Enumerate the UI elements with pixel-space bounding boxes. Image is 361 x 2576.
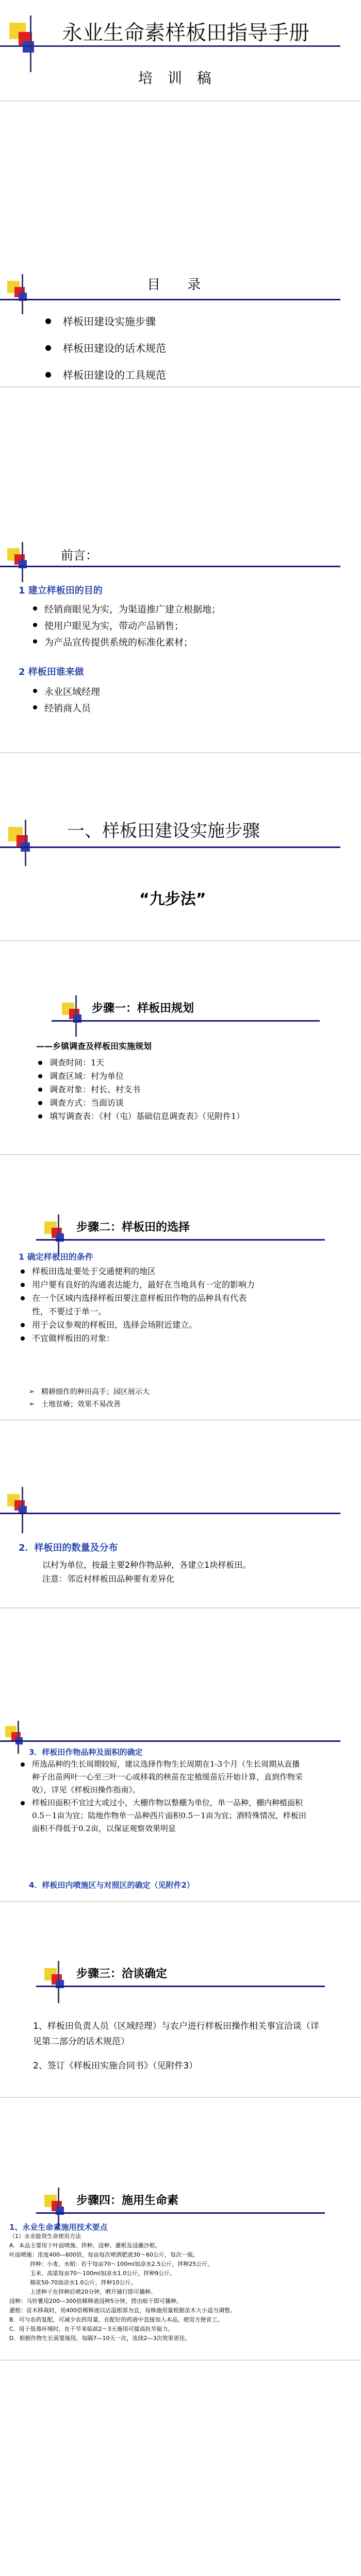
quantity-title: 2．样板田的数量及分布: [19, 1543, 118, 1553]
slide-section-one: [0, 806, 361, 941]
toc-list: [41, 308, 166, 387]
list-item: 经销商眼见为实，为渠道推广建立根据地；: [31, 602, 221, 618]
body-line: D．根据作物生长需要施用，每隔7—10天一次，连续2—3次效果更佳。: [9, 2335, 191, 2342]
preface-heading: 前言：: [61, 548, 98, 563]
step-subtitle: ——乡镇调查及样板田实施规划: [36, 1041, 152, 1051]
body-line: （1）永业能效生命使用方法: [9, 2233, 81, 2240]
preface-sec1-list: [31, 602, 221, 651]
section-subtitle: “九步法”: [139, 890, 206, 908]
list-item: 不宜做样板田的对象：: [19, 1332, 256, 1345]
list-item: 填写调查表：《村（屯）基础信息调查表》（见附件1）: [36, 1110, 244, 1123]
decor-square-blue: [23, 41, 34, 53]
cover-title: 永业生命素样板田指导手册: [62, 21, 309, 45]
body-line: B．可与农药复配，可减少农药用量，在配好的药液中直接加入本品，使用方便省工。: [9, 2316, 223, 2323]
decor-hline: [0, 566, 340, 567]
step-three-para: 2、签订《样板田实施合同书》（见附件3）: [33, 2061, 198, 2071]
step-title: 步骤二：样板田的选择: [76, 1221, 190, 1234]
decor-vline: [22, 542, 23, 582]
slide-step-four: [0, 2174, 361, 2361]
preface-sec2-title: 2 样板田谁来做: [19, 667, 84, 677]
decor-hline: [36, 1239, 325, 1241]
variety-title: 3．样板田作物品种及面积的确定: [29, 1748, 143, 1757]
list-item: 调查方式：当面访谈: [36, 1096, 244, 1110]
preface-sec2-list: [31, 684, 100, 717]
slide-step-one: [0, 984, 361, 1155]
quantity-para: 以村为单位，按最主要2种作物品种，各建立1块样板田。: [42, 1560, 251, 1570]
decor-hline: [0, 1513, 340, 1514]
preface-sec1-title: 1 建立样板田的目的: [19, 585, 103, 596]
list-item: 经销商人员: [31, 701, 100, 717]
step-two-list: [19, 1265, 256, 1345]
toc-item: 样板田建设的工具规范: [41, 362, 166, 387]
decor-vline: [58, 1961, 59, 2003]
step-two-sublist: [29, 1386, 150, 1411]
decor-vline: [22, 1487, 23, 1533]
list-item: 在一个区域内选择样板田要注意样板田作物的品种具有代表性，不要过于单一。: [19, 1292, 256, 1318]
toc-item: 样板田建设的话术规范: [41, 335, 166, 362]
list-item: 用户要有良好的沟通表达能力，最好在当地具有一定的影响力: [19, 1278, 256, 1292]
body-line: A．本品主要用于叶面喷施、拌种、浸种、灌根及浸蘸沙根。: [9, 2242, 161, 2249]
decor-hline: [0, 846, 340, 848]
slide-cover: [0, 0, 361, 101]
slide-step-three: [0, 1947, 361, 2098]
step-two-sec-title: 1 确定样板田的条件: [19, 1252, 93, 1262]
step-title: 步骤四：施用生命素: [76, 2194, 179, 2207]
decor-vline: [30, 15, 31, 72]
slide-variety-area: [0, 1716, 361, 1902]
quantity-note: 注意：邻近村样板田品种要有差异化: [42, 1574, 175, 1584]
list-item: 为产品宣传提供系统的标准化素材；: [31, 635, 221, 651]
list-item: 样板田面积不宜过大或过小，大棚作物以整棚为单位，单一品种，棚内种植面积0.5－1亩为宜；陆地作物单一品种西片面积0.5－1亩为宜；酒特殊情况，样板田面积不得低于0.2亩，以保证观察效果明显: [19, 1797, 307, 1835]
body-line: 拌种：小麦、水稻：若干每亩70～100ml加凉水2.5公斤，拌种25公斤。: [30, 2261, 214, 2267]
cover-subtitle: 培 训 稿: [138, 70, 217, 87]
list-item: 所选品种的生长周期较短，建议选择作物生长周期在1-3个月（生长周期从直播种子出苗两叶一心至三叶一心或移栽的秧苗在定植缓苗后开始计算，直到作物采收），详见《样板田操作指南》。: [19, 1758, 307, 1797]
slide-toc: [0, 268, 361, 387]
list-item: 样板田选址要处于交通便利的地区: [19, 1265, 256, 1278]
body-line: 棉花50-70加凉水1.0公斤，拌种10公斤。: [30, 2279, 137, 2286]
list-item: ➢ 土地贫瘠；效果不易改善: [29, 1398, 150, 1411]
step-four-sec-title: 1、永业生命素施用技术要点: [9, 2223, 108, 2232]
decor-hline: [36, 1986, 325, 1987]
step-title: 步骤一：样板田规划: [92, 1002, 194, 1015]
decor-hline: [0, 299, 340, 300]
list-item: 调查时间：1天: [36, 1056, 244, 1070]
body-line: 上述种子在拌种后喷20分钟，晒开铺行即可播种。: [30, 2289, 156, 2295]
step-one-list: [36, 1056, 244, 1123]
toc-item: 样板田建设实施步骤: [41, 308, 166, 335]
slide-quantity: [0, 1463, 361, 1608]
body-line: C．用于低毒环境时，在干旱来临前2～3天施用可提高抗旱能力。: [9, 2326, 174, 2332]
variety-list: [19, 1758, 307, 1835]
step-three-para: 1、样板田负责人员（区域经理）与农户进行样板田操作相关事宜洽谈（详见第二部分的话术规范）: [33, 2021, 319, 2047]
decor-vline: [25, 820, 26, 866]
decor-vline: [58, 1214, 59, 1256]
list-item: 用于会议参观的样板田，选择会场附近建立。: [19, 1318, 256, 1332]
decor-vline: [75, 995, 77, 1037]
decor-hline: [0, 1740, 340, 1742]
step-four-body: [9, 2232, 339, 2343]
slide-step-two: [0, 1203, 361, 1420]
body-line: 玉米、高粱每亩70～100ml加凉水1.0公斤，拌种9公斤。: [30, 2270, 176, 2277]
decor-vline: [22, 274, 23, 314]
list-item: 调查区域：村为单位: [36, 1070, 244, 1083]
decor-hline: [52, 1020, 320, 1022]
list-item: 使用户眼见为实，带动产品销售；: [31, 618, 221, 635]
list-item: ➢ 精耕细作的种田高手；园区展示大: [29, 1386, 150, 1398]
body-line: 浸种：马铃薯用200—300倍稀释液浸种5分钟，捞出晾干即可播种。: [9, 2298, 182, 2304]
decor-vline: [18, 1721, 19, 1754]
step-title: 步骤三：洽谈确定: [76, 1968, 168, 1980]
variety-footer: 4．样板田内喷施区与对照区的确定（见附件2）: [29, 1880, 194, 1890]
section-title: 一、样板田建设实施步骤: [67, 821, 260, 841]
list-item: 调查对象：村长、村支书: [36, 1083, 244, 1096]
decor-hline: [36, 2212, 325, 2214]
body-line: 叶面喷施：浓度400—600倍，每亩每次喷洒肥液30～60公斤，每次一瓶。: [9, 2251, 199, 2258]
body-line: 灌根：苗木移栽时，用400倍稀释液以沾湿根部为宜，每株施用量根据苗木大小适当调整。: [9, 2307, 236, 2314]
toc-heading: 目 录: [147, 277, 212, 293]
slide-preface: [0, 536, 361, 753]
list-item: 永业区域经理: [31, 684, 100, 701]
